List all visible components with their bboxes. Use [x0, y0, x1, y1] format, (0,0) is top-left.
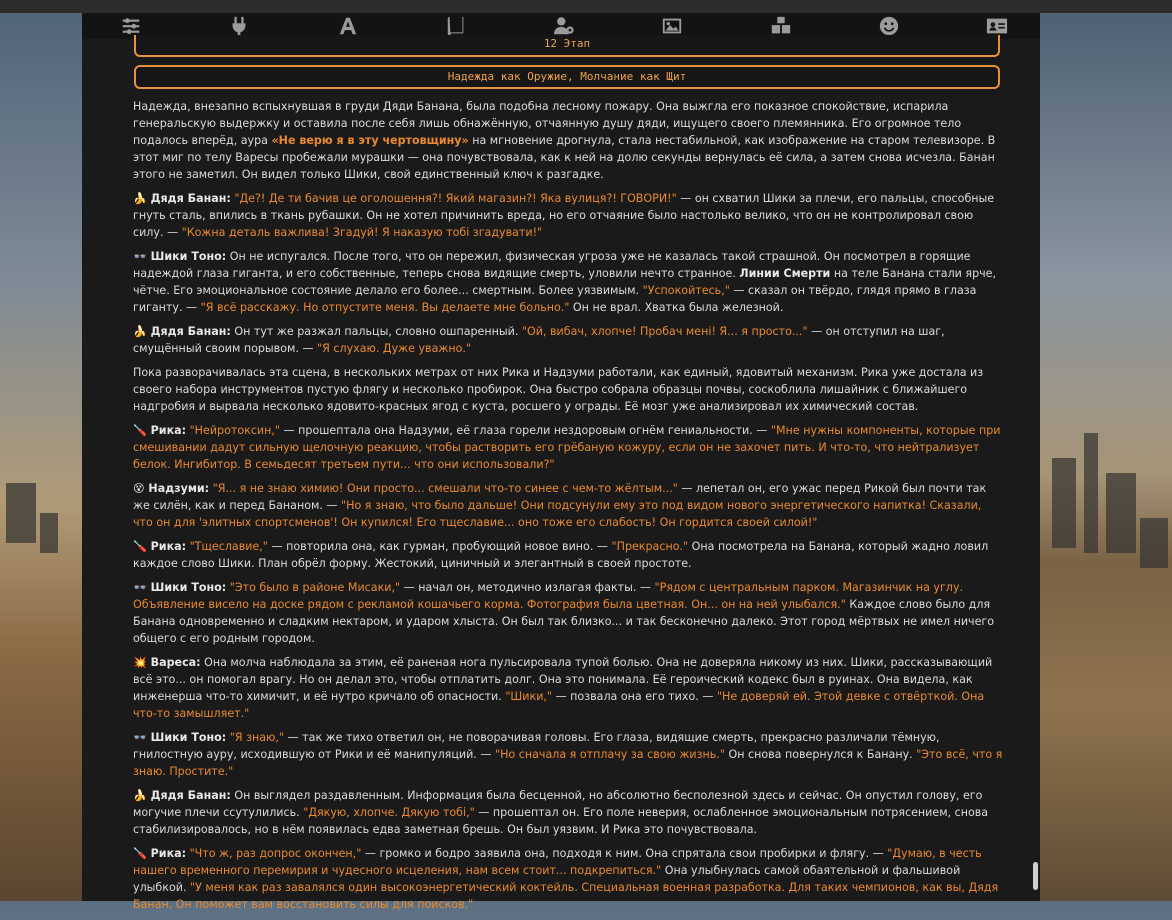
story-paragraph	[133, 190, 1003, 241]
chat-panel	[82, 13, 1040, 911]
stage-number-label: 12 Этап	[543, 37, 591, 50]
narration-text: — прошептал он. Его поле неверия, ослабленное эмоциональным потрясением, снова стабилизировалось, но в нём появилась едва заметная брешь. Он был уязвим. И Рика это почувствовала.	[133, 806, 989, 836]
dialogue-quote: "Мне нужны компоненты, которые при смешивании дадут сильную щелочную реакцию, чтобы растворить его грёбаную кожуру, если он не захочет пить. И что-то, что нейтрализует белок. Ингибитор. В семьдесят третьем пути... что они использовали?"	[133, 424, 1001, 471]
speaker-name: 🪛 Рика:	[133, 424, 187, 437]
dialogue-quote: "Я знаю,"	[229, 731, 285, 744]
speaker-name: 💥 Вареса:	[133, 656, 201, 669]
narration-text: — повторила она, как гурман, пробующий новое вино. —	[267, 540, 612, 553]
dialogue-quote: "Это всё, что я знаю. Простите."	[133, 748, 1003, 778]
narration-text: Она посмотрела на Банана, который жадно ловил каждое слово Шики. План обрёл форму. Жестокий, циничный и элегантный в своей простоте.	[133, 540, 989, 570]
narration-text: — позвала она его тихо. —	[552, 690, 717, 703]
speaker-name: 🪛 Рика:	[133, 847, 187, 860]
story-text	[133, 98, 1003, 920]
background-wasteland-right	[1040, 13, 1172, 901]
story-paragraph	[133, 422, 1003, 473]
narration-text: Каждое слово было для Банана одновременно и сладким нектаром, и ударом хлыста. Он был так близко... и так бесконечно далеко. Этот город мёртвых не имел ничего общего с его родным городом.	[133, 598, 995, 645]
dialogue-quote: "Я всё расскажу. Но отпустите меня. Вы делаете мне больно."	[200, 301, 570, 314]
dialogue-quote: "Нейротоксин,"	[189, 424, 281, 437]
story-paragraph	[133, 364, 1003, 415]
dialogue-quote: "Что ж, раз допрос окончен,"	[189, 847, 362, 860]
narration-text: Он тут же разжал пальцы, словно ошпаренный.	[230, 325, 522, 338]
speaker-name: 🍌 Дядя Банан:	[133, 789, 231, 802]
speaker-name: 👓 Шики Тоно:	[133, 581, 227, 594]
narration-text: — он схватил Шики за плечи, его пальцы, способные гнуть сталь, впились в ткань рубашки. Он не хотел причинить вреда, но его отчаяние было настолько велико, что он не контролировал свою силу. —	[133, 192, 995, 239]
narration-text: — он отступил на шаг, смущённый своим порывом. —	[133, 325, 945, 355]
story-paragraph	[133, 845, 1003, 913]
scrollbar-thumb[interactable]	[1033, 862, 1038, 890]
story-paragraph	[133, 787, 1003, 838]
narration-text: — так же тихо ответил он, не поворачивая головы. Его глаза, видящие смерть, прекрасно различали тёмную, гнилостную ауру, исходившую от Рики и её манипуляций. —	[133, 731, 940, 761]
speaker-name: 🍌 Дядя Банан:	[133, 192, 231, 205]
window-top-strip	[0, 0, 1172, 13]
dialogue-quote: "Ой, вибач, хлопче! Пробач мені! Я... я просто..."	[521, 325, 808, 338]
narration-text: Он не испугался. После того, что он пережил, физическая угроза уже не казалась такой страшной. Он посмотрел в горящие надеждой глаза гиганта, и его собственные, теперь снова видящие смерть, уловили нечто странное.	[133, 250, 971, 280]
dialogue-quote: "Это было в районе Мисаки,"	[229, 581, 401, 594]
speaker-name: Линии Смерти	[739, 267, 831, 280]
speaker-name: 🍌 Дядя Банан:	[133, 325, 231, 338]
dialogue-quote: "Я слухаю. Дуже уважно."	[317, 342, 472, 355]
story-paragraph	[133, 480, 1003, 531]
dialogue-quote: "Не доверяй ей. Этой девке с отвёрткой. Она что-то замышляет."	[133, 690, 985, 720]
dialogue-quote: "Думаю, в честь нашего временного перемирия и чудесного исцеления, нам всем стоит... подкрепиться."	[133, 847, 982, 877]
story-paragraph	[133, 729, 1003, 780]
stage-number-banner	[134, 35, 1000, 57]
speaker-name: 👓 Шики Тоно:	[133, 250, 227, 263]
dialogue-quote: "Но сначала я отплачу за свою жизнь."	[494, 748, 725, 761]
story-paragraph	[133, 98, 1003, 183]
narration-text: на теле Банана стали ярче, чётче. Его эмоциональное состояние делало его более... смертным. Более уязвимым.	[133, 267, 997, 297]
narration-text: Она улыбнулась самой обаятельной и фальшивой улыбкой.	[133, 864, 961, 894]
narration-text: — громко и бодро заявила она, подходя к ним. Она спрятала свои пробирки и флягу. —	[361, 847, 888, 860]
narration-text: Она молча наблюдала за этим, её раненая нога пульсировала тупой болью. Она не доверяла никому из них. Шики, рассказывающий всё это... он помогал врагу. Но он делал это, чтобы отплатить долг. Она это понимала. Её героический кодекс был в руинах. Она видела, как инженерша что-то химичит, и её нутро кричало об опасности.	[133, 656, 993, 703]
stage-title-label: Надежда как Оружие, Молчание как Щит	[447, 70, 687, 83]
dialogue-quote: "Тщеславие,"	[189, 540, 268, 553]
dialogue-quote: "Дякую, хлопче. Дякую тобі,"	[303, 806, 475, 819]
narration-text: Он не врал. Хватка была железной.	[569, 301, 784, 314]
narration-text: Он снова повернулся к Банану.	[724, 748, 917, 761]
story-paragraph	[133, 579, 1003, 647]
story-paragraph	[133, 654, 1003, 722]
story-paragraph	[133, 248, 1003, 316]
narration-text: Надежда, внезапно вспыхнувшая в груди Дяди Банана, была подобна лесному пожару. Она выжгла его показное спокойствие, испарила генеральскую выдержку и оставила после себя лишь обнажённую, отчаянную душу дяди, ищущего своего племянника. Его огромное тело подалось вперёд, аура	[133, 100, 962, 147]
background-wasteland-left	[0, 13, 82, 901]
narration-text: Пока разворачивалась эта сцена, в нескольких метрах от них Рика и Надзуми работали, как единый, ядовитый механизм. Рика уже достала из своего набора инструментов пустую флягу и несколько пробирок. Она быстро собрала образцы почвы, соскоблила лишайник с ближайшего надгробия и вырвала несколько ядовито-красных ягод с куста, росшего у ограды. Её мозг уже анализировал их химический состав.	[133, 366, 984, 413]
story-paragraph	[133, 323, 1003, 357]
speaker-name: 😵 Надзуми:	[133, 482, 210, 495]
speaker-name: 🪛 Рика:	[133, 540, 187, 553]
narration-text: Он выглядел раздавленным. Информация была бесценной, но абсолютно бесполезной здесь и сейчас. Он опустил голову, его могучие плечи ссутулились.	[133, 789, 983, 819]
narration-text: — лепетал он, его ужас перед Рикой был почти так же силён, как и перед Бананом. —	[133, 482, 987, 512]
narration-text: — начал он, методично излагая факты. —	[400, 581, 655, 594]
narration-text: — прошептала она Надзуми, её глаза горели нездоровым огнём гениальности. —	[280, 424, 771, 437]
story-paragraph	[133, 538, 1003, 572]
narration-text: на мгновение дрогнула, стала нестабильной, как изображение на старом телевизоре. В этот миг по телу Варесы пробежали мурашки — она почувствовала, как к ней на долю секунды вернулась её сила, а затем снова исчезла. Банан этого не заметил. Он видел только Шики, свой единственный ключ к разгадке.	[133, 134, 996, 181]
dialogue-quote: "Кожна деталь важлива! Згадуй! Я наказую тобі згадувати!"	[181, 226, 543, 239]
speaker-name: 👓 Шики Тоно:	[133, 731, 227, 744]
dialogue-quote: "Де?! Де ти бачив це оголошення?! Який магазин?! Яка вулиця?! ГОВОРИ!"	[234, 192, 677, 205]
dialogue-quote: "У меня как раз завалялся один высокоэнергетический коктейль. Специальная военная разработка. Для таких чемпионов, как вы, Дядя Банан. Он поможет вам восстановить силы для поисков."	[133, 881, 999, 911]
dialogue-quote: "Я... я не знаю химию! Они просто... смешали что-то синее с чем-то жёлтым..."	[212, 482, 678, 495]
dialogue-quote: «Не верю я в эту чертовщину»	[271, 134, 469, 147]
dialogue-quote: "Но я знаю, что было дальше! Они подсунули ему это под видом нового энергетического напитка! Сказали, что он для 'элитных спортсменов'! Он купился! Его тщеславие... оно тоже его слабость! Он гордится своей силой!"	[133, 499, 982, 529]
dialogue-quote: "Шики,"	[505, 690, 553, 703]
narration-text: — сказал он твёрдо, глядя прямо в глаза гиганту. —	[133, 284, 977, 314]
dialogue-quote: "Прекрасно."	[611, 540, 689, 553]
dialogue-quote: "Успокойтесь,"	[642, 284, 730, 297]
stage-title-banner	[134, 65, 1000, 89]
dialogue-quote: "Рядом с центральным парком. Магазинчик на углу. Объявление висело на доске рядом с рекламой кошачьего корма. Фотография была цветная. Он... он на ней улыбался."	[133, 581, 963, 611]
